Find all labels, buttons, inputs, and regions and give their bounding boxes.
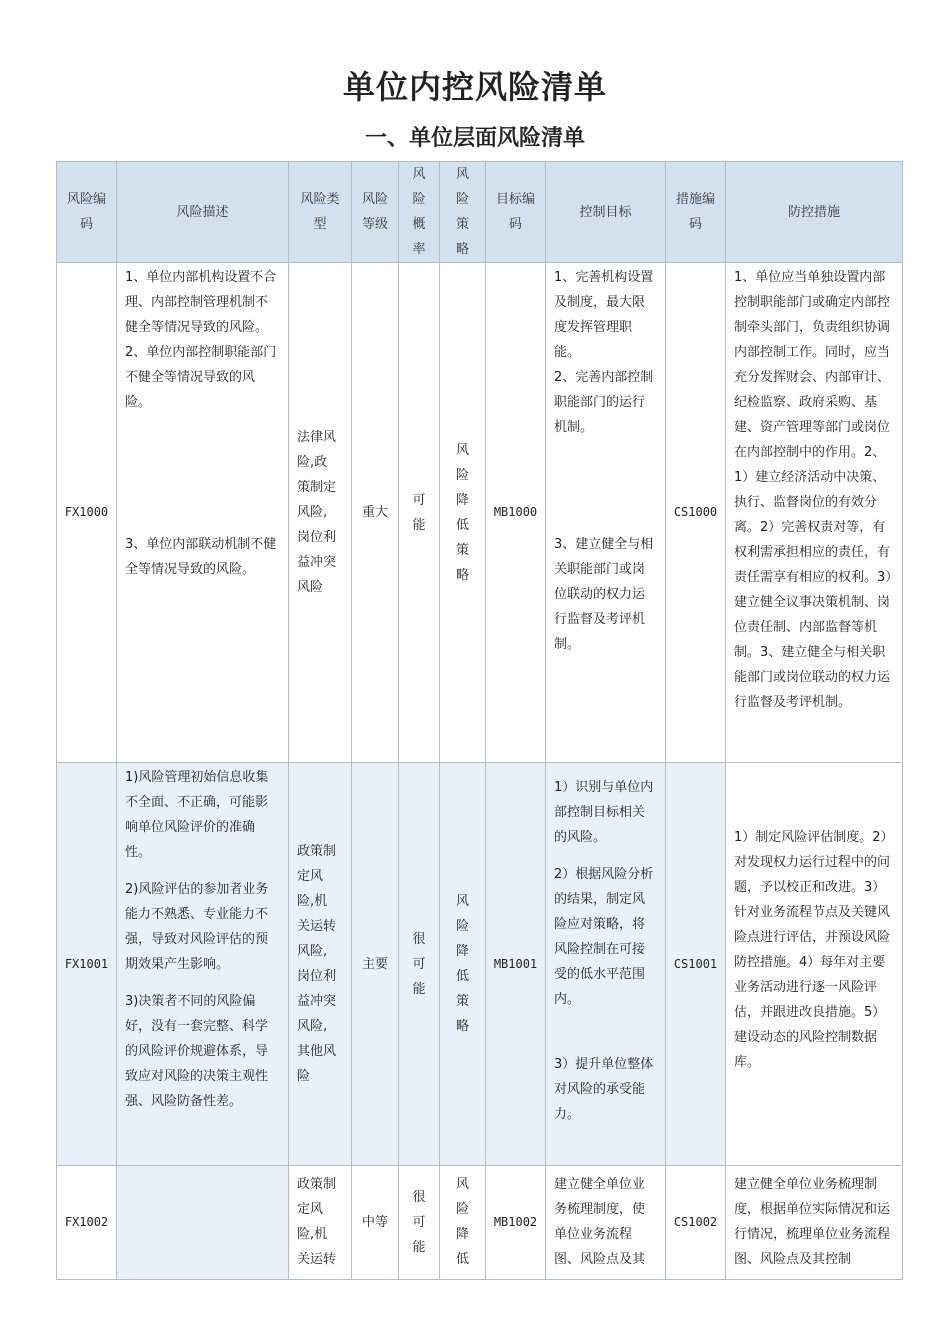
- measure-code-cell: CS1000: [666, 263, 726, 763]
- section-title: 一、单位层面风险清单: [364, 125, 585, 151]
- risk-code-cell: FX1000: [57, 263, 117, 763]
- measure-code-cell: CS1001: [666, 763, 726, 1166]
- risk-desc-cell: [117, 1166, 289, 1280]
- table-row: [57, 763, 903, 1166]
- risk-prob-cell: 很 可 能: [399, 763, 440, 1166]
- page-title: 单位内控风险清单: [342, 68, 607, 106]
- header-risk-prob: 风 险 概 率: [399, 162, 440, 263]
- risk-desc-cell: 1)风险管理初始信息收集不全面、不正确，可能影响单位风险评价的准确性。 2)风险评估的参加者业务能力不熟悉、专业能力不强，导致对风险评估的预期效果产生影响。 3)决策者不同的风险偏好，没有一套完整、科学的风险评价规避体系，导致应对风险的决策主观性强、风险防备性差。: [117, 763, 289, 1166]
- risk-type-cell: 政策制 定风 险,机 关运转: [289, 1166, 352, 1280]
- control-goal-cell: 建立健全单位业务梳理制度，使单位业务流程图、风险点及其: [546, 1166, 666, 1280]
- header-measure-code: 措施编 码: [666, 162, 726, 263]
- risk-level-cell: 中等: [352, 1166, 399, 1280]
- risk-prob-cell: 可 能: [399, 263, 440, 763]
- risk-desc-cell: 1、单位内部机构设置不合理、内部控制管理机制不健全等情况导致的风险。 2、单位内部控制职能部门不健全等情况导致的风险。 3、单位内部联动机制不健全等情况导致的风险。: [117, 263, 289, 763]
- measure-cell: 1）制定风险评估制度。2）对发现权力运行过程中的问题，予以校正和改进。3）针对业务流程节点及关键风险点进行评估，并预设风险防控措施。4）每年对主要业务活动进行逐一风险评估，并跟进改良措施。5）建设动态的风险控制数据库。: [726, 763, 903, 1166]
- header-risk-desc: 风险描述: [117, 162, 289, 263]
- control-goal-cell: 1、完善机构设置及制度，最大限度发挥管理职能。 2、完善内部控制职能部门的运行机制。 3、建立健全与相关职能部门或岗位联动的权力运行监督及考评机制。: [546, 263, 666, 763]
- table-row: [57, 1166, 903, 1280]
- risk-level-cell: 主要: [352, 763, 399, 1166]
- risk-code-cell: FX1002: [57, 1166, 117, 1280]
- control-goal-cell: 1）识别与单位内部控制目标相关的风险。 2）根据风险分析的结果，制定风险应对策略，将风险控制在可接受的低水平范围内。 3）提升单位整体对风险的承受能力。: [546, 763, 666, 1166]
- header-row: [57, 162, 903, 263]
- table-row: [57, 263, 903, 763]
- header-risk-type: 风险类 型: [289, 162, 352, 263]
- risk-strategy-cell: 风 险 降 低 策 略: [440, 763, 486, 1166]
- header-target-code: 目标编 码: [486, 162, 546, 263]
- measure-code-cell: CS1002: [666, 1166, 726, 1280]
- risk-code-cell: FX1001: [57, 763, 117, 1166]
- risk-strategy-cell: 风 险 降 低 策 略: [440, 263, 486, 763]
- risk-type-cell: 政策制 定风 险,机 关运转 风险, 岗位利 益冲突 风险, 其他风 险: [289, 763, 352, 1166]
- header-control-goal: 控制目标: [546, 162, 666, 263]
- header-measure: 防控措施: [726, 162, 903, 263]
- header-risk-strategy: 风 险 策 略: [440, 162, 486, 263]
- header-risk-code: 风险编 码: [57, 162, 117, 263]
- measure-cell: 建立健全单位业务梳理制度，根据单位实际情况和运行情况，梳理单位业务流程图、风险点及其控制: [726, 1166, 903, 1280]
- target-code-cell: MB1001: [486, 763, 546, 1166]
- target-code-cell: MB1002: [486, 1166, 546, 1280]
- risk-table: [56, 161, 903, 1280]
- measure-cell: 1、单位应当单独设置内部控制职能部门或确定内部控制牵头部门，负责组织协调内部控制工作。同时，应当充分发挥财会、内部审计、纪检监察、政府采购、基建、资产管理等部门或岗位在内部控制中的作用。2、1）建立经济活动中决策、执行、监督岗位的有效分离。2）完善权责对等，有权利需承担相应的责任，有责任需享有相应的权利。3）建立健全议事决策机制、岗位责任制、内部监督等机制。3、建立健全与相关职能部门或岗位联动的权力运行监督及考评机制。: [726, 263, 903, 763]
- risk-strategy-cell: 风 险 降 低: [440, 1166, 486, 1280]
- risk-type-cell: 法律风 险,政 策制定 风险, 岗位利 益冲突 风险: [289, 263, 352, 763]
- risk-prob-cell: 很 可 能: [399, 1166, 440, 1280]
- target-code-cell: MB1000: [486, 263, 546, 763]
- header-risk-level: 风险 等级: [352, 162, 399, 263]
- risk-level-cell: 重大: [352, 263, 399, 763]
